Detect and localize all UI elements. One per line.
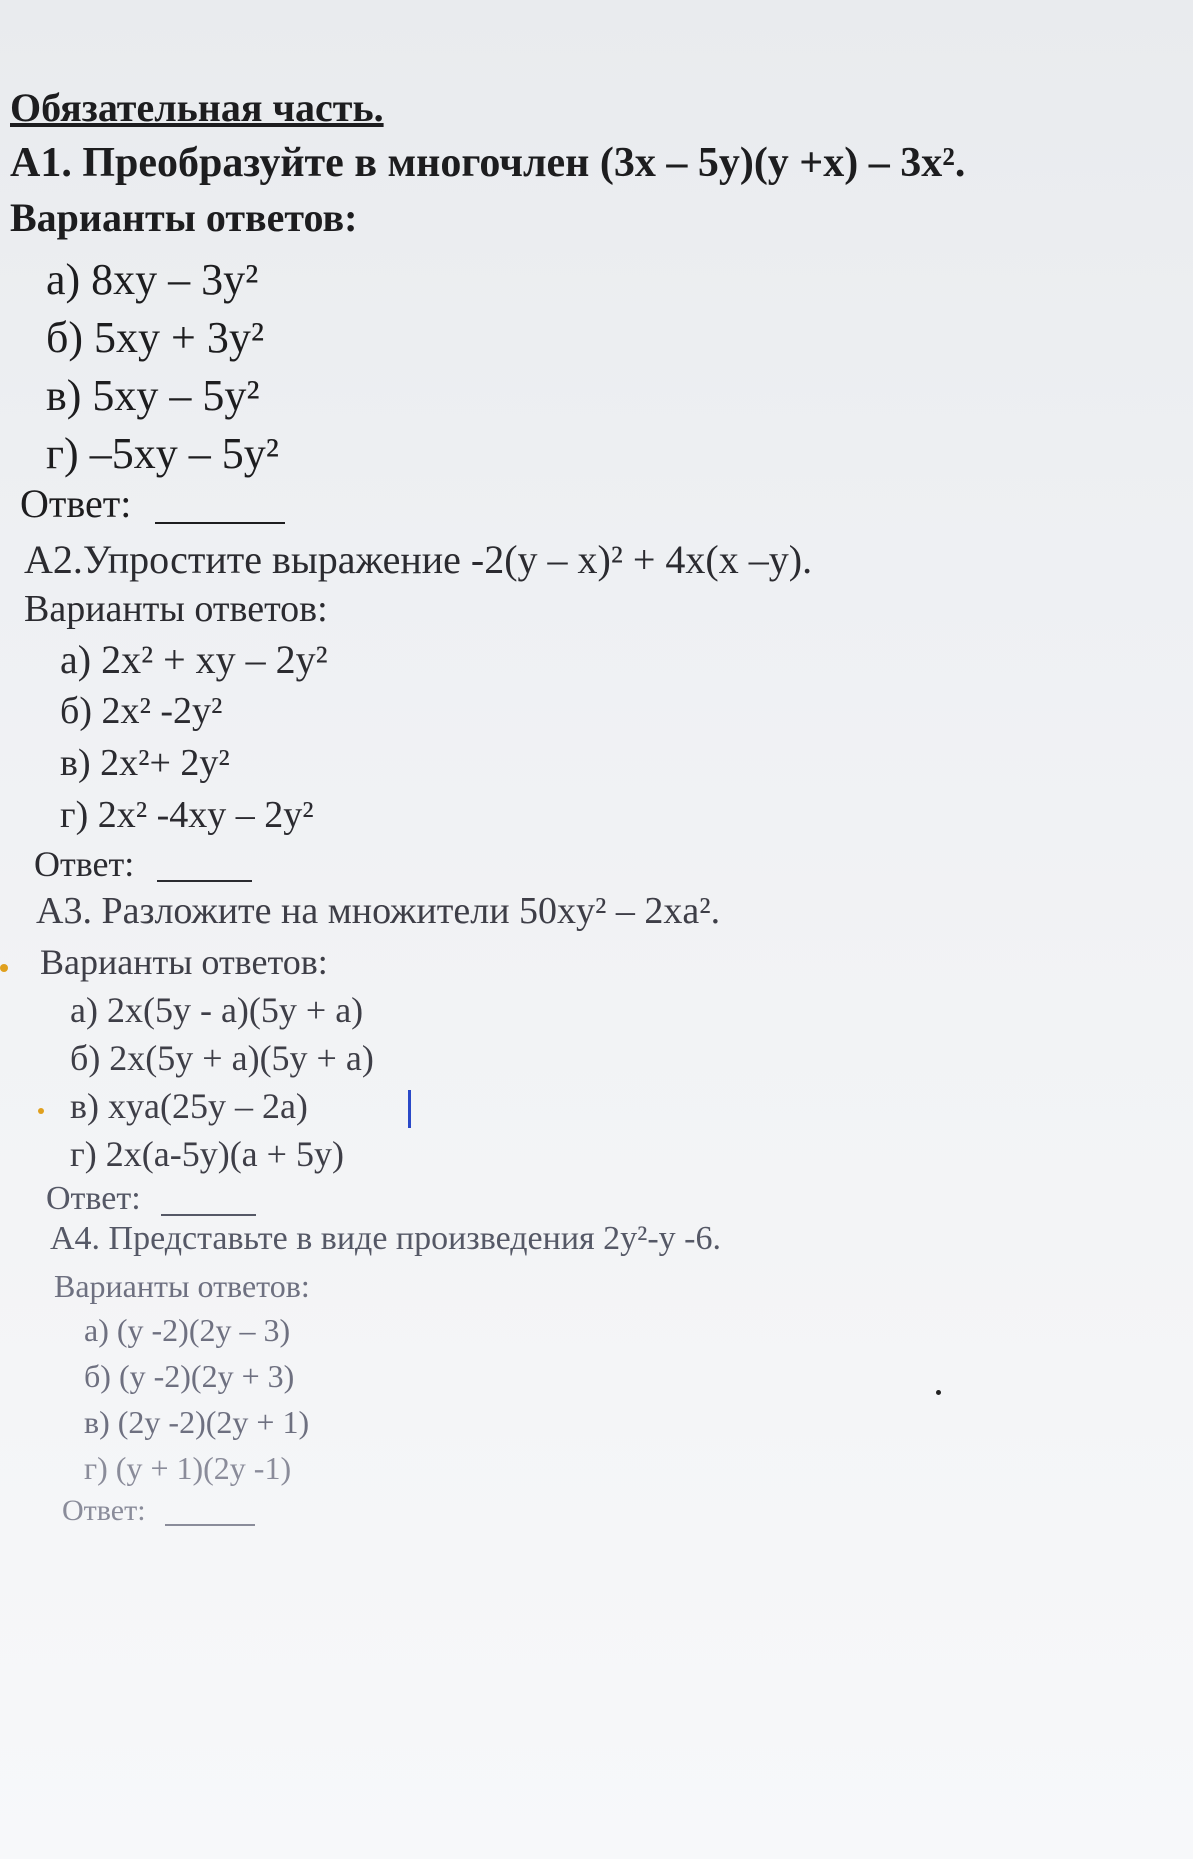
task-a1-answer (20, 481, 285, 526)
task-a3-option-c: в) xya(25y – 2a) (70, 1086, 308, 1126)
task-a4-option-a: а) (у -2)(2у – 3) (84, 1312, 291, 1348)
answer-blank (161, 1213, 256, 1216)
marker-dot (38, 1108, 44, 1114)
task-a2-question: А2.Упростите выражение -2(у – х)² + 4х(х –у). (24, 537, 813, 582)
task-a1-option-b: б) 5xy + 3y² (46, 313, 265, 362)
speck-dot (936, 1390, 941, 1395)
answer-blank (157, 879, 252, 882)
task-a2-option-c: в) 2x²+ 2y² (60, 742, 230, 784)
task-a4-option-c: в) (2у -2)(2у + 1) (84, 1404, 310, 1440)
task-a3-question: А3. Разложите на множители 50xy² – 2xa². (36, 890, 721, 932)
text-cursor (408, 1090, 411, 1128)
marker-dot (0, 964, 8, 972)
task-a1-question: А1. Преобразуйте в многочлен (3х – 5у)(у +х) – 3х². (10, 140, 966, 186)
task-a4-options-label: Варианты ответов: (54, 1268, 310, 1304)
task-a3-option-d: г) 2x(a-5y)(a + 5y) (70, 1134, 344, 1174)
task-a4-answer-label: Ответ: (62, 1494, 146, 1527)
task-a4-answer (62, 1496, 255, 1526)
task-a2-answer-label: Ответ: (34, 844, 135, 884)
task-a2-answer (34, 846, 252, 882)
task-a3-answer-label: Ответ: (46, 1180, 141, 1217)
task-a4-question: А4. Представьте в виде произведения 2у²-у -6. (50, 1220, 721, 1257)
task-a3-options-label: Варианты ответов: (40, 942, 328, 982)
answer-blank (165, 1523, 255, 1526)
task-a1-option-a: а) 8xy – 3y² (46, 255, 259, 304)
task-a1-option-c: в) 5xy – 5y² (46, 371, 260, 420)
task-a1-option-d: г) –5xy – 5y² (46, 429, 279, 478)
task-a2-option-a: а) 2x² + xy – 2y² (60, 637, 328, 682)
task-a2-option-d: г) 2x² -4xy – 2y² (60, 794, 314, 836)
task-a3-option-b: б) 2x(5y + a)(5y + a) (70, 1038, 374, 1078)
task-a1-options-label: Варианты ответов: (10, 195, 358, 240)
section-heading: Обязательная часть. (10, 85, 384, 130)
task-a4-option-b: б) (у -2)(2у + 3) (84, 1358, 295, 1394)
task-a2-option-b: б) 2x² -2y² (60, 690, 223, 732)
task-a4-option-d: г) (у + 1)(2у -1) (84, 1450, 292, 1486)
task-a1-answer-label: Ответ: (20, 481, 132, 526)
task-a3-option-a: а) 2x(5y - a)(5y + a) (70, 990, 364, 1030)
answer-blank (155, 521, 285, 524)
task-a3-answer (46, 1182, 256, 1216)
task-a2-options-label: Варианты ответов: (24, 588, 328, 630)
